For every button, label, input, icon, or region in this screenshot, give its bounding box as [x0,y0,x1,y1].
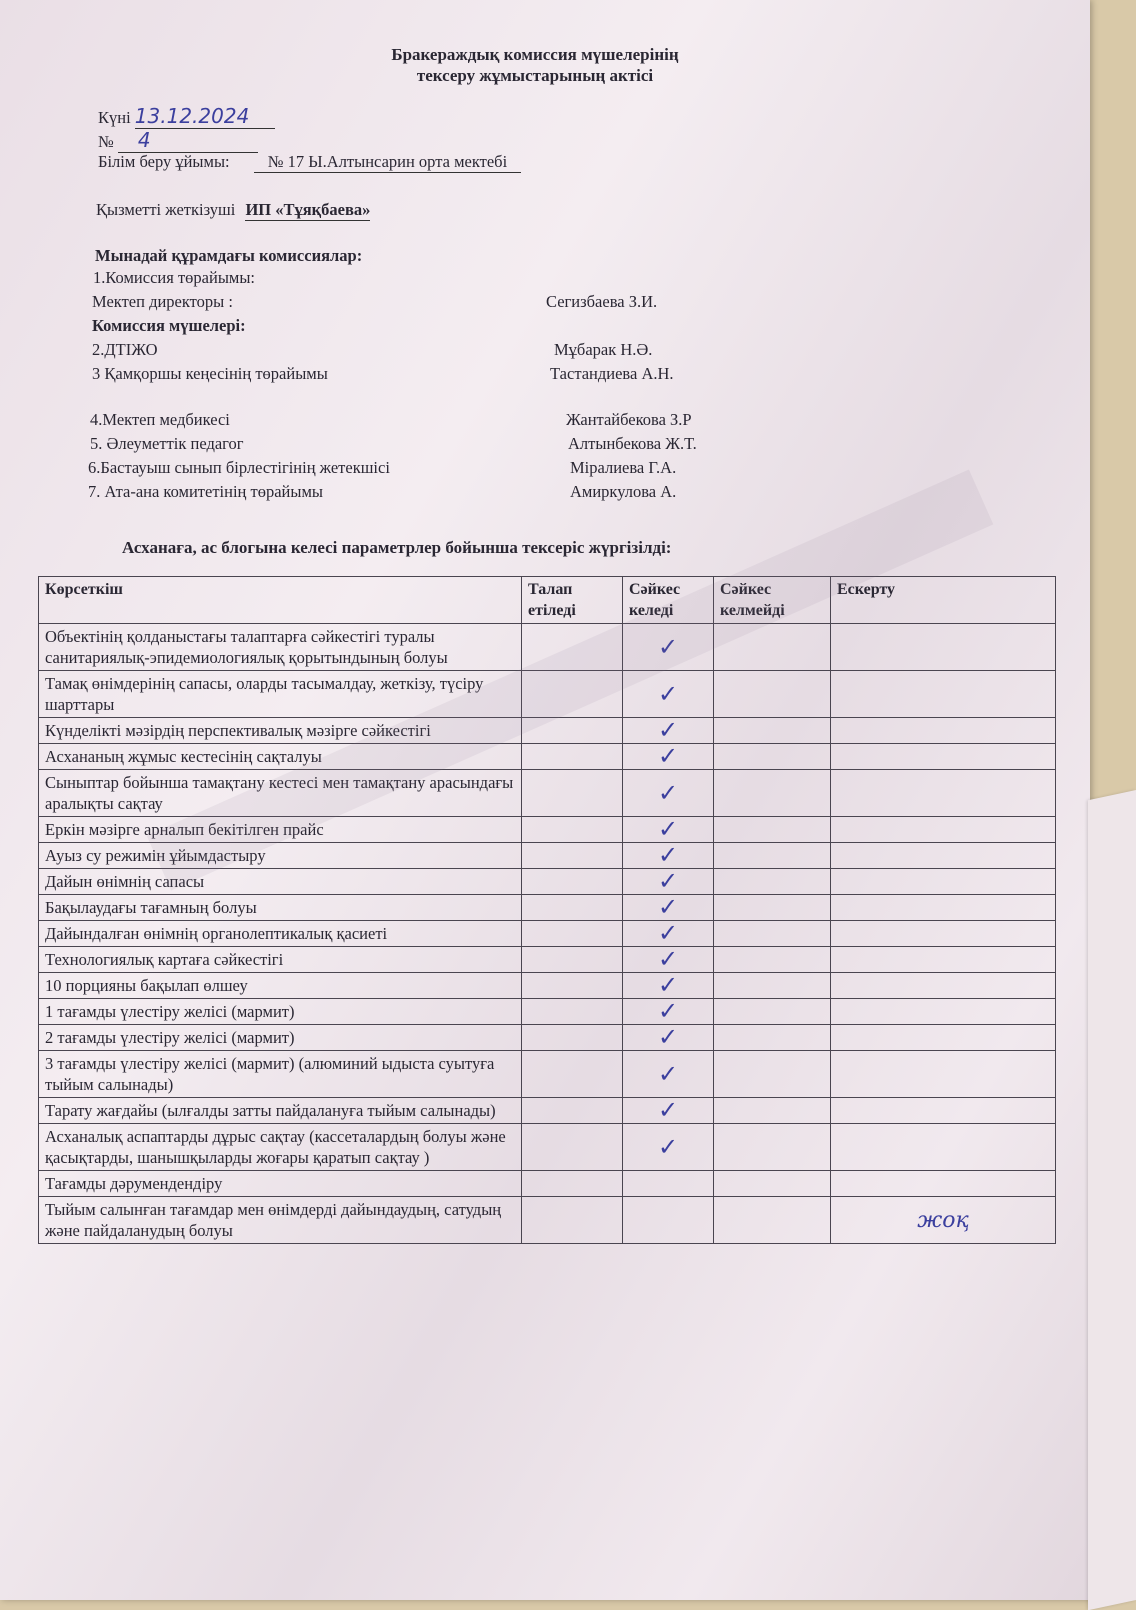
table-row [39,947,1056,973]
noncompliant-cell [714,1025,831,1051]
commission-heading: Мынадай құрамдағы комиссиялар: [95,246,363,265]
compliant-check-cell: ✓ [623,973,714,999]
indicator-cell: Дайын өнімнің сапасы [39,869,522,895]
table-row [39,1051,1056,1098]
compliant-check-cell: ✓ [623,947,714,973]
table-row [39,718,1056,744]
noncompliant-cell [714,973,831,999]
required-cell [522,895,623,921]
indicator-cell: 3 тағамды үлестіру желісі (мармит) (алюминий ыдыста суытуға тыйым салынады) [39,1051,522,1098]
section-title: Асханаға, ас блогына келесі параметрлер бойынша тексеріс жүргізілді: [122,538,672,557]
date-label: Күні [98,108,131,127]
required-cell [522,921,623,947]
indicator-cell: Бақылаудағы тағамның болуы [39,895,522,921]
note-cell [831,1124,1056,1171]
noncompliant-cell [714,843,831,869]
required-cell [522,947,623,973]
compliant-check-cell: ✓ [623,817,714,843]
noncompliant-cell [714,718,831,744]
member-name: Амиркулова А. [570,482,677,501]
note-cell [831,770,1056,817]
compliant-check-cell: ✓ [623,1025,714,1051]
col-compliant: Сәйкес келеді [623,577,714,624]
note-cell [831,999,1056,1025]
noncompliant-cell [714,624,831,671]
noncompliant-cell [714,671,831,718]
required-cell [522,999,623,1025]
noncompliant-cell [714,817,831,843]
note-cell [831,1025,1056,1051]
table-row [39,843,1056,869]
title-line-2: тексеру жұмыстарының актісі [416,66,654,85]
table-row [39,1197,1056,1244]
table-row [39,1098,1056,1124]
indicator-cell: Асханалық аспаптарды дұрыс сақтау (кассеталардың болуы және қасықтарды, шанышқыларды жоғары қаратып сақтау ) [39,1124,522,1171]
compliant-check-cell: ✓ [623,921,714,947]
required-cell [522,1197,623,1244]
col-note: Ескерту [831,577,1056,624]
note-cell [831,671,1056,718]
member-role: 4.Мектеп медбикесі [90,410,230,429]
compliant-check-cell: ✓ [623,843,714,869]
table-row [39,1171,1056,1197]
indicator-cell: Тағамды дәрумендендіру [39,1171,522,1197]
required-cell [522,1124,623,1171]
member-name: Тастандиева А.Н. [550,364,674,383]
table-row [39,895,1056,921]
indicator-cell: Сыныптар бойынша тамақтану кестесі мен тамақтану арасындағы аралықты сақтау [39,770,522,817]
compliant-check-cell: ✓ [623,1124,714,1171]
note-cell: жоқ [831,1197,1056,1244]
table-row [39,973,1056,999]
noncompliant-cell [714,895,831,921]
member-name: Міралиева Г.А. [570,458,677,477]
compliant-check-cell [623,1197,714,1244]
table-row [39,869,1056,895]
compliant-check-cell: ✓ [623,624,714,671]
provider-value: ИП «Тұяқбаева» [245,200,371,219]
col-required: Талап етіледі [522,577,623,624]
chair-label: 1.Комиссия төрайымы: [93,268,256,287]
required-cell [522,1171,623,1197]
note-cell [831,744,1056,770]
org-value: № 17 Ы.Алтынсарин орта мектебі [254,152,521,173]
note-cell [831,895,1056,921]
underlying-sheet [1088,790,1136,1610]
noncompliant-cell [714,770,831,817]
noncompliant-cell [714,869,831,895]
number-value: 4 [118,128,258,153]
table-row [39,770,1056,817]
director-label: Мектеп директоры : [92,292,233,311]
number-row [98,128,258,153]
noncompliant-cell [714,1197,831,1244]
note-cell [831,1171,1056,1197]
table-row [39,624,1056,671]
date-row [98,104,275,129]
required-cell [522,1098,623,1124]
provider-row [96,200,370,221]
indicator-cell: Тыйым салынған тағамдар мен өнімдерді дайындаудың, сатудың және пайдаланудың болуы [39,1197,522,1244]
required-cell [522,973,623,999]
table-row [39,744,1056,770]
note-cell [831,843,1056,869]
note-cell [831,817,1056,843]
required-cell [522,869,623,895]
member-name: Алтынбекова Ж.Т. [568,434,697,453]
member-name: Жантайбекова З.Р [566,410,692,429]
compliant-check-cell: ✓ [623,1051,714,1098]
indicator-cell: Тамақ өнімдерінің сапасы, оларды тасымалдау, жеткізу, түсіру шарттары [39,671,522,718]
compliant-check-cell: ✓ [623,895,714,921]
indicator-cell: 1 тағамды үлестіру желісі (мармит) [39,999,522,1025]
member-role: 6.Бастауыш сынып бірлестігінің жетекшісі [88,458,390,477]
indicator-cell: Асхананың жұмыс кестесінің сақталуы [39,744,522,770]
org-label: Білім беру ұйымы: [98,152,230,171]
col-indicator: Көрсеткіш [39,577,522,624]
required-cell [522,624,623,671]
note-cell [831,921,1056,947]
table-row [39,1124,1056,1171]
compliant-check-cell: ✓ [623,671,714,718]
required-cell [522,671,623,718]
compliant-check-cell: ✓ [623,770,714,817]
indicator-cell: Еркін мәзірге арналып бекітілген прайс [39,817,522,843]
compliant-check-cell: ✓ [623,999,714,1025]
note-cell [831,1051,1056,1098]
member-role: 3 Қамқоршы кеңесінің төрайымы [92,364,328,383]
note-cell [831,624,1056,671]
required-cell [522,770,623,817]
noncompliant-cell [714,744,831,770]
compliant-check-cell: ✓ [623,1098,714,1124]
provider-label: Қызметті жеткізуші [96,200,236,219]
note-cell [831,718,1056,744]
table-header-row [39,577,1056,624]
noncompliant-cell [714,1098,831,1124]
compliant-check-cell: ✓ [623,744,714,770]
member-role: 7. Ата-ана комитетінің төрайымы [88,482,323,501]
members-heading: Комиссия мүшелері: [92,316,246,335]
indicator-cell: Күнделікті мәзірдің перспективалық мәзірге сәйкестігі [39,718,522,744]
member-name: Мұбарак Н.Ә. [554,340,653,359]
table-row [39,671,1056,718]
table-row [39,999,1056,1025]
indicator-cell: Ауыз су режимін ұйымдастыру [39,843,522,869]
col-noncompliant: Сәйкес келмейді [714,577,831,624]
noncompliant-cell [714,999,831,1025]
inspection-table [38,576,1056,1244]
indicator-cell: Тарату жағдайы (ылғалды затты пайдалануға тыйым салынады) [39,1098,522,1124]
required-cell [522,718,623,744]
org-row [98,152,521,173]
document-title [0,44,1070,86]
table-row [39,921,1056,947]
noncompliant-cell [714,1171,831,1197]
required-cell [522,843,623,869]
required-cell [522,744,623,770]
noncompliant-cell [714,1051,831,1098]
indicator-cell: Объектінің қолданыстағы талаптарға сәйкестігі туралы санитариялық-эпидемиологиялық қорытындының болуы [39,624,522,671]
director-name: Сегизбаева З.И. [546,292,658,311]
noncompliant-cell [714,921,831,947]
indicator-cell: 10 порцияны бақылап өлшеу [39,973,522,999]
number-label: № [98,132,114,151]
compliant-check-cell: ✓ [623,718,714,744]
date-value: 13.12.2024 [135,104,275,129]
compliant-check-cell: ✓ [623,869,714,895]
indicator-cell: Технологиялық картаға сәйкестігі [39,947,522,973]
required-cell [522,817,623,843]
member-role: 2.ДТІЖО [92,340,158,359]
title-line-1: Бракераждық комиссия мүшелерінің [391,45,679,64]
table-row [39,817,1056,843]
noncompliant-cell [714,1124,831,1171]
table-row [39,1025,1056,1051]
required-cell [522,1025,623,1051]
compliant-check-cell [623,1171,714,1197]
note-cell [831,973,1056,999]
note-cell [831,869,1056,895]
member-role: 5. Әлеуметтік педагог [90,434,244,453]
noncompliant-cell [714,947,831,973]
indicator-cell: 2 тағамды үлестіру желісі (мармит) [39,1025,522,1051]
indicator-cell: Дайындалған өнімнің органолептикалық қасиеті [39,921,522,947]
required-cell [522,1051,623,1098]
note-cell [831,947,1056,973]
note-cell [831,1098,1056,1124]
